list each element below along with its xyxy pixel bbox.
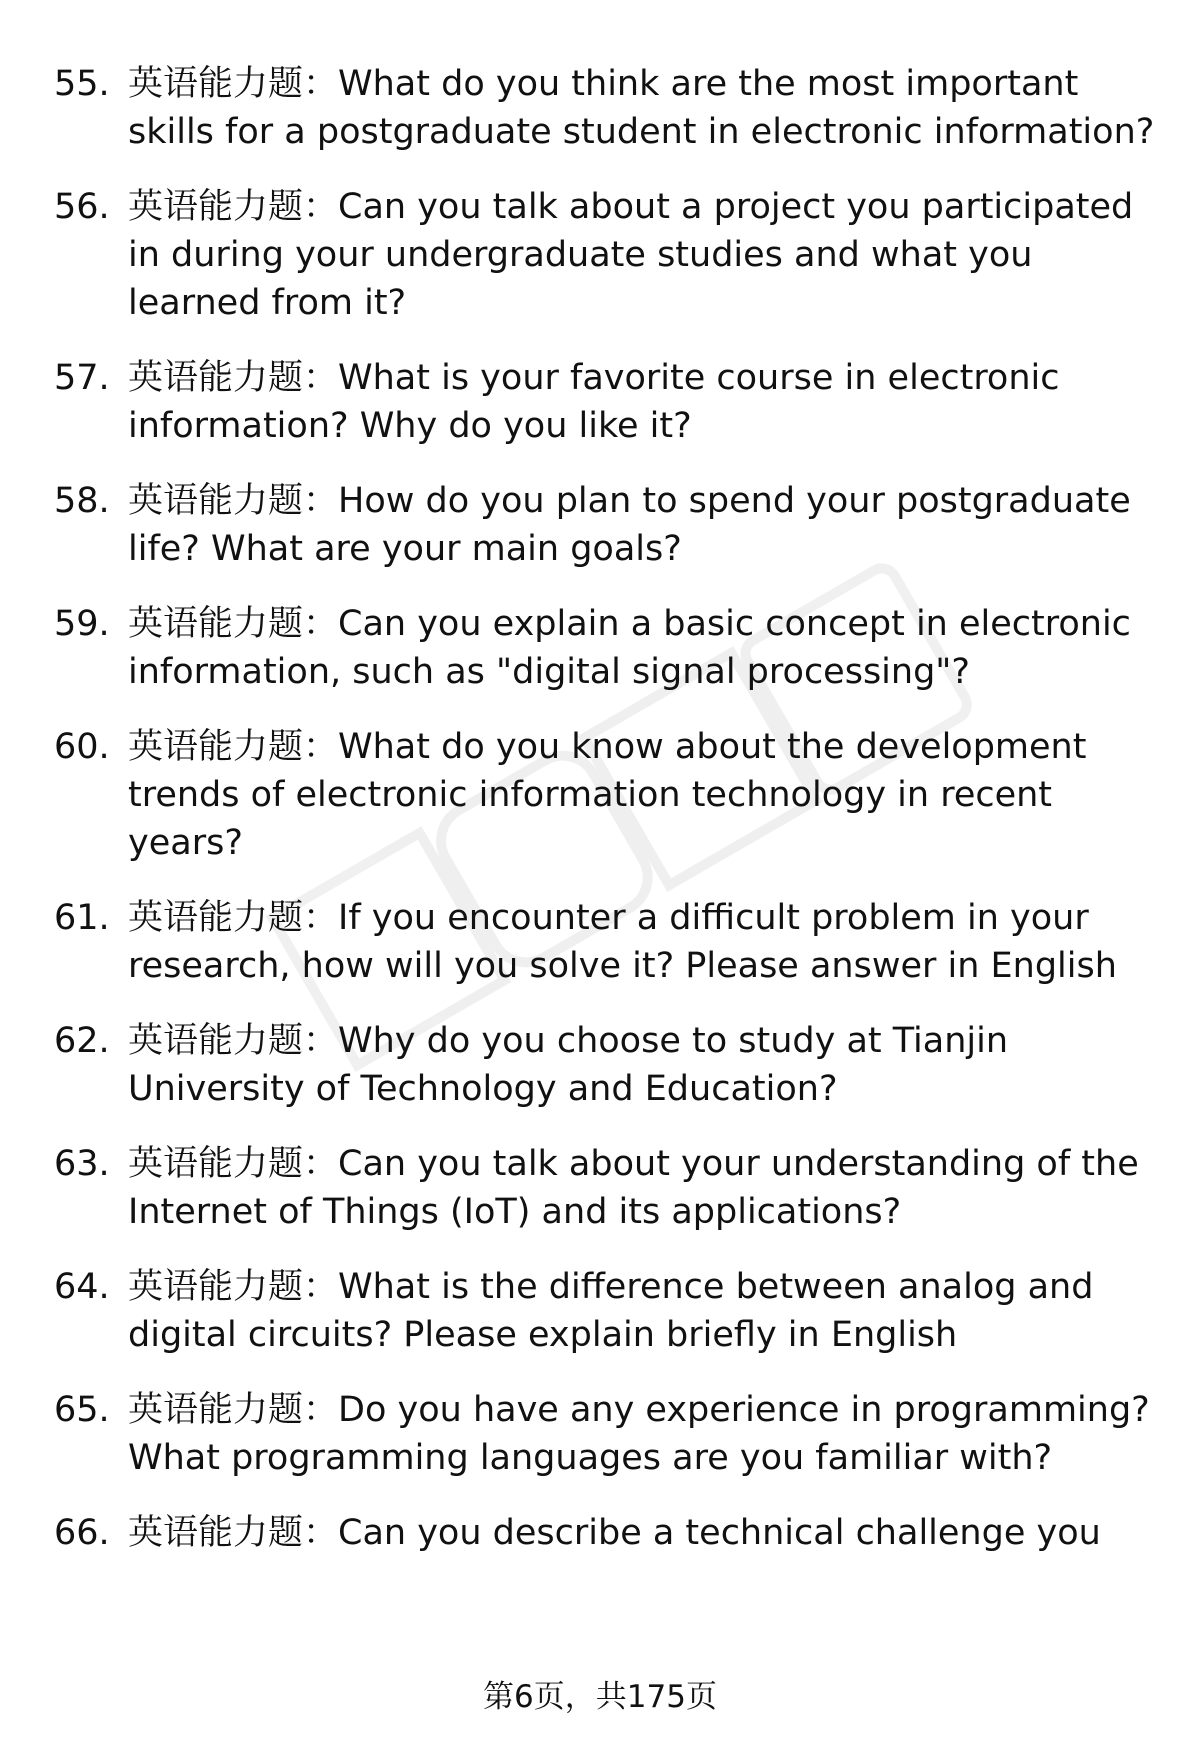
question-text: What is your favorite course in electronic information? Why do you like it?	[128, 358, 1060, 446]
question-item	[54, 183, 1164, 327]
question-number: 57.	[54, 358, 110, 398]
question-tag: 英语能力题：	[128, 727, 339, 767]
question-text: Why do you choose to study at Tianjin University of Technology and Education?	[128, 1021, 1009, 1109]
question-body	[128, 1263, 1164, 1359]
question-text: What do you think are the most important skills for a postgraduate student in electronic information?	[128, 64, 1155, 152]
question-tag: 英语能力题：	[128, 898, 339, 938]
question-tag: 英语能力题：	[128, 1021, 339, 1061]
question-tag: 英语能力题：	[128, 481, 339, 521]
question-item	[54, 723, 1164, 867]
question-item	[54, 1017, 1164, 1113]
question-text: Do you have any experience in programming? What programming languages are you familiar with?	[128, 1390, 1150, 1478]
question-body	[128, 183, 1164, 327]
question-tag: 英语能力题：	[128, 1513, 339, 1553]
page-footer: 第6页，共175页	[483, 1679, 717, 1715]
question-body	[128, 1509, 1164, 1557]
question-text: Can you describe a technical challenge you	[338, 1513, 1101, 1553]
question-text: Can you talk about a project you participated in during your undergraduate studies and what you learned from it?	[128, 187, 1134, 323]
question-text: How do you plan to spend your postgraduate life? What are your main goals?	[128, 481, 1131, 569]
question-tag: 英语能力题：	[128, 187, 339, 227]
question-body	[128, 600, 1164, 696]
question-text: Can you explain a basic concept in electronic information, such as "digital signal processing"?	[128, 604, 1131, 692]
question-number: 56.	[54, 187, 110, 227]
question-item	[54, 1140, 1164, 1236]
question-number: 60.	[54, 727, 110, 767]
question-body	[128, 354, 1164, 450]
question-body	[128, 1386, 1164, 1482]
question-text: What is the difference between analog and digital circuits? Please explain briefly in English	[128, 1267, 1094, 1355]
question-item	[54, 477, 1164, 573]
question-list	[54, 60, 1164, 1584]
question-number: 64.	[54, 1267, 110, 1307]
question-text: Can you talk about your understanding of the Internet of Things (IoT) and its applications?	[128, 1144, 1139, 1232]
question-tag: 英语能力题：	[128, 1144, 339, 1184]
question-item	[54, 1509, 1164, 1557]
question-number: 66.	[54, 1513, 110, 1553]
question-tag: 英语能力题：	[128, 64, 339, 104]
question-item	[54, 1386, 1164, 1482]
question-tag: 英语能力题：	[128, 358, 339, 398]
question-item	[54, 600, 1164, 696]
question-item	[54, 60, 1164, 156]
question-body	[128, 723, 1164, 867]
question-body	[128, 60, 1164, 156]
question-item	[54, 1263, 1164, 1359]
question-body	[128, 894, 1164, 990]
question-number: 63.	[54, 1144, 110, 1184]
question-body	[128, 477, 1164, 573]
question-body	[128, 1140, 1164, 1236]
question-text: If you encounter a difficult problem in your research, how will you solve it? Please answer in English	[128, 898, 1117, 986]
question-tag: 英语能力题：	[128, 604, 339, 644]
question-tag: 英语能力题：	[128, 1390, 339, 1430]
question-number: 62.	[54, 1021, 110, 1061]
question-item	[54, 354, 1164, 450]
question-item	[54, 894, 1164, 990]
question-number: 61.	[54, 898, 110, 938]
question-body	[128, 1017, 1164, 1113]
question-number: 55.	[54, 64, 110, 104]
question-number: 58.	[54, 481, 110, 521]
question-number: 65.	[54, 1390, 110, 1430]
question-number: 59.	[54, 604, 110, 644]
question-tag: 英语能力题：	[128, 1267, 339, 1307]
question-text: What do you know about the development trends of electronic information technology in recent years?	[128, 727, 1087, 863]
